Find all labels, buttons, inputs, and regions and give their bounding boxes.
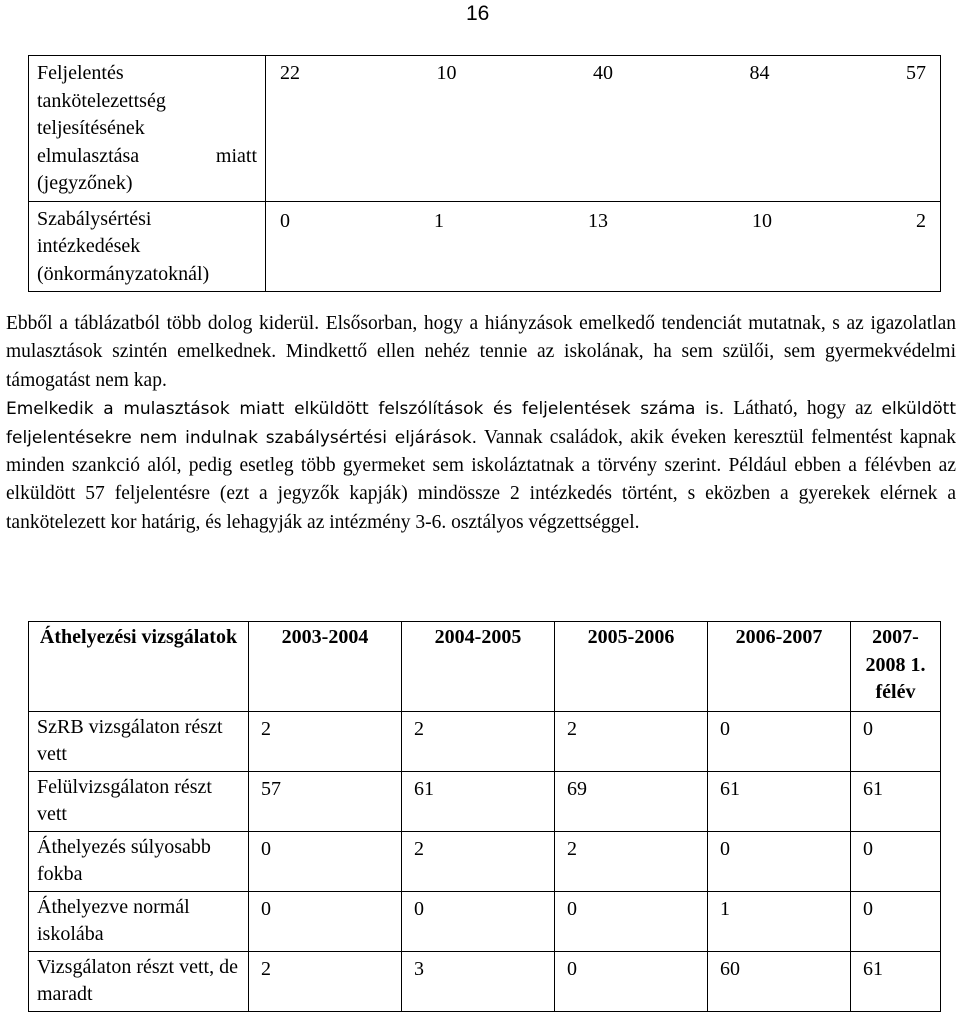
cell-value: 2 xyxy=(555,831,708,891)
body-paragraph xyxy=(6,310,956,537)
cell-value: 0 xyxy=(249,891,402,951)
cell-value: 2 xyxy=(249,711,402,771)
cell-value: 2 xyxy=(249,951,402,1011)
cell-value: 2 xyxy=(402,711,555,771)
cell-value: 1 xyxy=(434,209,444,232)
cell-value: 2 xyxy=(402,831,555,891)
row-label xyxy=(29,201,266,292)
label-line: Szabálysértési xyxy=(37,207,152,230)
cell-value: 10 xyxy=(436,62,457,84)
page-number: 16 xyxy=(466,2,490,25)
row-label: Áthelyezés súlyosabb fokba xyxy=(29,831,249,891)
label-line: (jegyzőnek) xyxy=(37,172,133,194)
row-label: Áthelyezve normál iskolába xyxy=(29,891,249,951)
paragraph-text: elküldött feljelentésekre nem indulnak szabálysértési eljárások. xyxy=(6,399,957,448)
label-line xyxy=(37,143,257,171)
transfer-examinations-table xyxy=(28,621,941,1012)
header-year: 2007-2008 1. félév xyxy=(851,622,941,712)
table-row xyxy=(29,951,941,1011)
cell-value: 22 xyxy=(280,62,300,84)
row-values xyxy=(266,56,941,202)
cell-value: 0 xyxy=(851,891,941,951)
cell-value: 0 xyxy=(280,209,290,232)
row-label: Vizsgálaton részt vett, de maradt xyxy=(29,951,249,1011)
table-row xyxy=(29,771,941,831)
row-label: Felülvizsgálaton részt vett xyxy=(29,771,249,831)
row-values xyxy=(266,201,941,292)
row-label: SzRB vizsgálaton részt vett xyxy=(29,711,249,771)
cell-value: 10 xyxy=(752,209,772,232)
paragraph-text: Emelkedik a mulasztások miatt elküldött felszólítások és feljelentések száma is. xyxy=(6,399,725,420)
label-line: Feljelentés xyxy=(37,62,124,84)
cell-value: 84 xyxy=(749,62,770,84)
cell-value: 0 xyxy=(555,891,708,951)
cell-value: 0 xyxy=(851,711,941,771)
label-line: teljesítésének xyxy=(37,117,145,139)
label-word: elmulasztása xyxy=(37,144,140,167)
cell-value: 3 xyxy=(402,951,555,1011)
cell-value: 61 xyxy=(402,771,555,831)
header-year: 2005-2006 xyxy=(555,622,708,712)
table-row xyxy=(29,831,941,891)
cell-value: 61 xyxy=(851,951,941,1011)
cell-value: 0 xyxy=(249,831,402,891)
header-year: 2006-2007 xyxy=(708,622,851,712)
cell-value: 0 xyxy=(708,711,851,771)
label-line: intézkedések xyxy=(37,235,141,257)
cell-value: 40 xyxy=(593,62,613,84)
label-word: miatt xyxy=(215,144,257,167)
paragraph-text: Ebből a táblázatból több dolog kiderül. Elsősorban, hogy a hiányzások emelkedő tendenciát mutatnak, s az igazolatlan mulasztások szintén emelkednek. Mindkettő ellen nehéz tennie az iskolának, ha sem szülői, sem gyermekvédelmi támogatást nem kap. xyxy=(6,313,956,391)
row-label xyxy=(29,56,266,202)
table-row xyxy=(29,891,941,951)
cell-value: 60 xyxy=(708,951,851,1011)
cell-value: 13 xyxy=(588,209,608,232)
cell-value: 2 xyxy=(916,209,926,232)
paragraph-text: Például ebben a félévben az elküldött 57 feljelentésre (ezt a jegyzők kapják) mindössze 2 intézkedés történt, s eközben a gyerekek elérnek a tankötelezett kor határig, és lehagyják az intézmény 3-6. osztályos végzettséggel. xyxy=(6,455,956,533)
cell-value: 61 xyxy=(708,771,851,831)
paragraph-text: Vannak családok, akik éveken keresztül felmentést kapnak minden szankció alól, pedig esetleg több gyermeket sem iskoláztatnak a törvény szerint. xyxy=(6,426,957,477)
cell-value: 0 xyxy=(851,831,941,891)
table-row xyxy=(29,201,941,292)
cell-value: 1 xyxy=(708,891,851,951)
cell-value: 57 xyxy=(249,771,402,831)
header-label: Áthelyezési vizsgálatok xyxy=(29,622,249,712)
cell-value: 61 xyxy=(851,771,941,831)
paragraph-text: Látható, hogy az xyxy=(733,398,873,420)
cell-value: 69 xyxy=(555,771,708,831)
cell-value: 2 xyxy=(555,711,708,771)
label-line: tankötelezettség xyxy=(37,89,166,112)
cell-value: 0 xyxy=(555,951,708,1011)
header-year: 2004-2005 xyxy=(402,622,555,712)
cell-value: 0 xyxy=(708,831,851,891)
header-year: 2003-2004 xyxy=(249,622,402,712)
cell-value: 57 xyxy=(906,62,926,84)
table-row xyxy=(29,56,941,202)
table-row xyxy=(29,711,941,771)
label-line: (önkormányzatoknál) xyxy=(37,262,210,285)
table-header-row xyxy=(29,622,941,712)
complaints-table xyxy=(28,55,941,292)
cell-value: 0 xyxy=(402,891,555,951)
